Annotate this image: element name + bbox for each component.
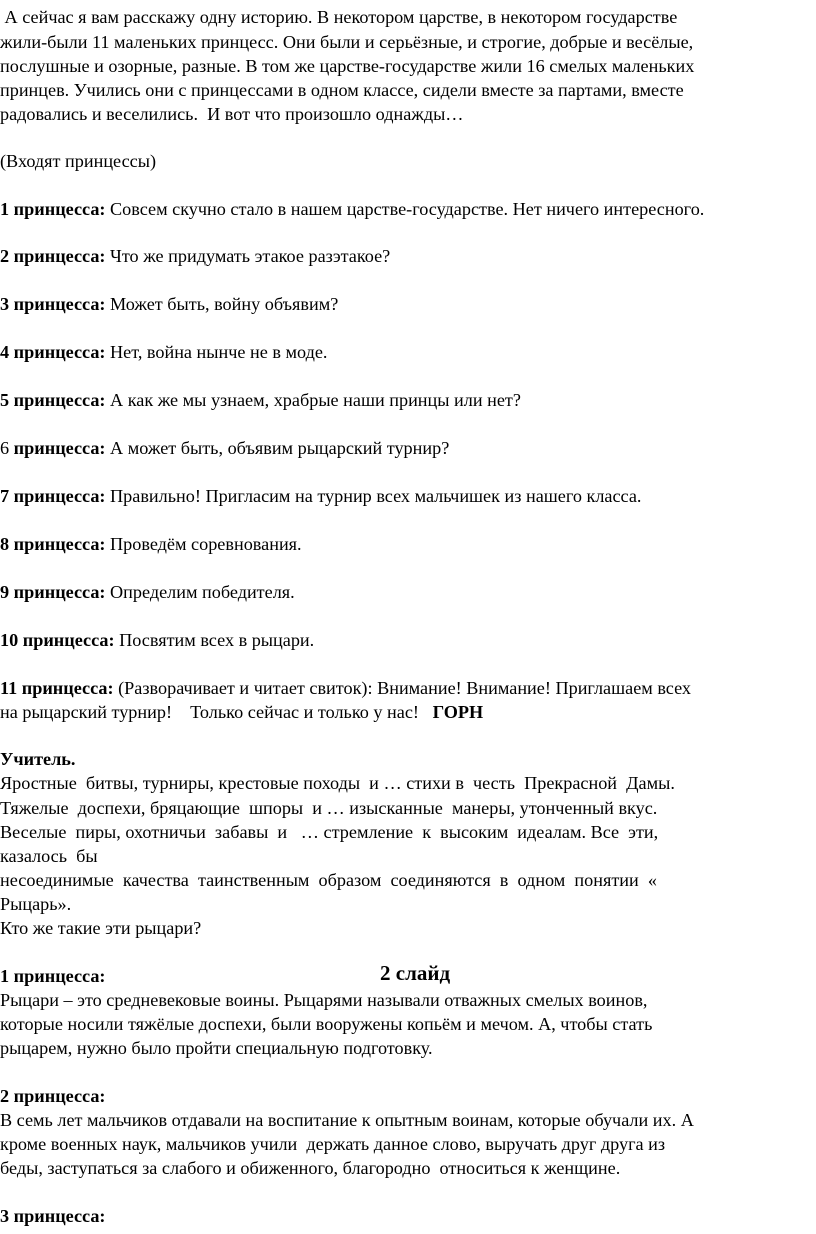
speaker-number: 6 <box>0 438 14 458</box>
speaker-label: 7 принцесса: <box>0 486 106 506</box>
s2-speaker-label: 2 принцесса: <box>0 1086 106 1106</box>
princess-3-line <box>0 292 338 316</box>
intro-line-2: жили-были 11 маленьких принцесс. Они были и серьёзные, и строгие, добрые и весёлые, <box>0 32 694 52</box>
stage-direction: (Входят принцессы) <box>0 151 157 171</box>
speaker-label: 11 принцесса: <box>0 678 114 698</box>
speaker-label: принцесса: <box>13 438 106 458</box>
s1-line-2: которые носили тяжёлые доспехи, были вооружены копьём и мечом. А, чтобы стать <box>0 1014 653 1034</box>
teacher-line-1: Яростные битвы, турниры, крестовые походы и … стихи в честь Прекрасной Дамы. <box>0 773 675 793</box>
princess-5-line <box>0 388 521 412</box>
speech-text: Что же придумать этакое разэтакое? <box>105 246 391 266</box>
princess-9-line <box>0 580 295 604</box>
teacher-line-5: несоединимые качества таинственным образом соединяются в одном понятии « <box>0 870 657 890</box>
s2-line-3: беды, заступаться за слабого и обиженного, благородно относиться к женщине. <box>0 1158 621 1178</box>
princess-1-line <box>0 197 704 221</box>
intro-line-5: радовались и веселились. И вот что произошло однажды… <box>0 104 464 124</box>
s1-line-1: Рыцари – это средневековые воины. Рыцарями называли отважных смелых воинов, <box>0 990 648 1010</box>
teacher-line-7: Кто же такие эти рыцари? <box>0 918 202 938</box>
speaker-label: 8 принцесса: <box>0 534 106 554</box>
teacher-line-6: Рыцарь». <box>0 894 72 914</box>
teacher-line-4: казалось бы <box>0 846 98 866</box>
s2-line-2: кроме военных наук, мальчиков учили держать данное слово, выручать друг друга из <box>0 1134 666 1154</box>
princess-6-line <box>0 436 449 460</box>
speech-text: Совсем скучно стало в нашем царстве-государстве. Нет ничего интересного. <box>105 199 705 219</box>
princess-11-line-2 <box>0 700 483 724</box>
intro-line-3: послушные и озорные, разные. В том же царстве-государстве жили 16 смелых маленьких <box>0 56 695 76</box>
princess-8-line <box>0 532 302 556</box>
speech-text: Посвятим всех в рыцари. <box>114 630 315 650</box>
teacher-line-2: Тяжелые доспехи, бряцающие шпоры и … изысканные манеры, утонченный вкус. <box>0 798 658 818</box>
s1-speaker-label: 1 принцесса: <box>0 966 106 986</box>
princess-7-line <box>0 484 641 508</box>
princess-10-line <box>0 628 314 652</box>
speaker-label: 5 принцесса: <box>0 390 106 410</box>
speech-text: (Разворачивает и читает свиток): Внимание! Внимание! Приглашаем всех <box>113 678 692 698</box>
speaker-label: 9 принцесса: <box>0 582 106 602</box>
speech-text: Проведём соревнования. <box>105 534 302 554</box>
s1-line-3: рыцарем, нужно было пройти специальную подготовку. <box>0 1038 433 1058</box>
intro-line-4: принцев. Учились они с принцессами в одном классе, сидели вместе за партами, вместе <box>0 80 684 100</box>
speech-text: Может быть, войну объявим? <box>105 294 339 314</box>
speaker-label: 2 принцесса: <box>0 246 106 266</box>
speech-text: Нет, война нынче не в моде. <box>105 342 328 362</box>
speaker-label: 10 принцесса: <box>0 630 115 650</box>
princess-4-line <box>0 340 327 364</box>
speaker-label: 3 принцесса: <box>0 294 106 314</box>
speaker-label: 4 принцесса: <box>0 342 106 362</box>
speech-text: А может быть, объявим рыцарский турнир? <box>105 438 450 458</box>
s2-line-1: В семь лет мальчиков отдавали на воспитание к опытным воинам, которые обучали их. А <box>0 1110 694 1130</box>
s3-speaker-label: 3 принцесса: <box>0 1206 106 1226</box>
horn-cue: ГОРН <box>432 702 484 722</box>
teacher-line-3: Веселые пиры, охотничьи забавы и … стремление к высоким идеалам. Все эти, <box>0 822 659 842</box>
princess-11-line <box>0 676 691 700</box>
speech-text: Правильно! Пригласим на турнир всех мальчишек из нашего класса. <box>105 486 642 506</box>
speech-text: А как же мы узнаем, храбрые наши принцы или нет? <box>105 390 521 410</box>
speech-text: на рыцарский турнир! Только сейчас и только у нас! <box>0 702 433 722</box>
speech-text: Определим победителя. <box>105 582 295 602</box>
intro-line-1: А сейчас я вам расскажу одну историю. В некотором царстве, в некотором государстве <box>0 7 678 27</box>
slide-label: 2 слайд <box>380 961 451 985</box>
princess-2-line <box>0 244 390 268</box>
speaker-label: 1 принцесса: <box>0 199 106 219</box>
teacher-label: Учитель. <box>0 749 76 769</box>
